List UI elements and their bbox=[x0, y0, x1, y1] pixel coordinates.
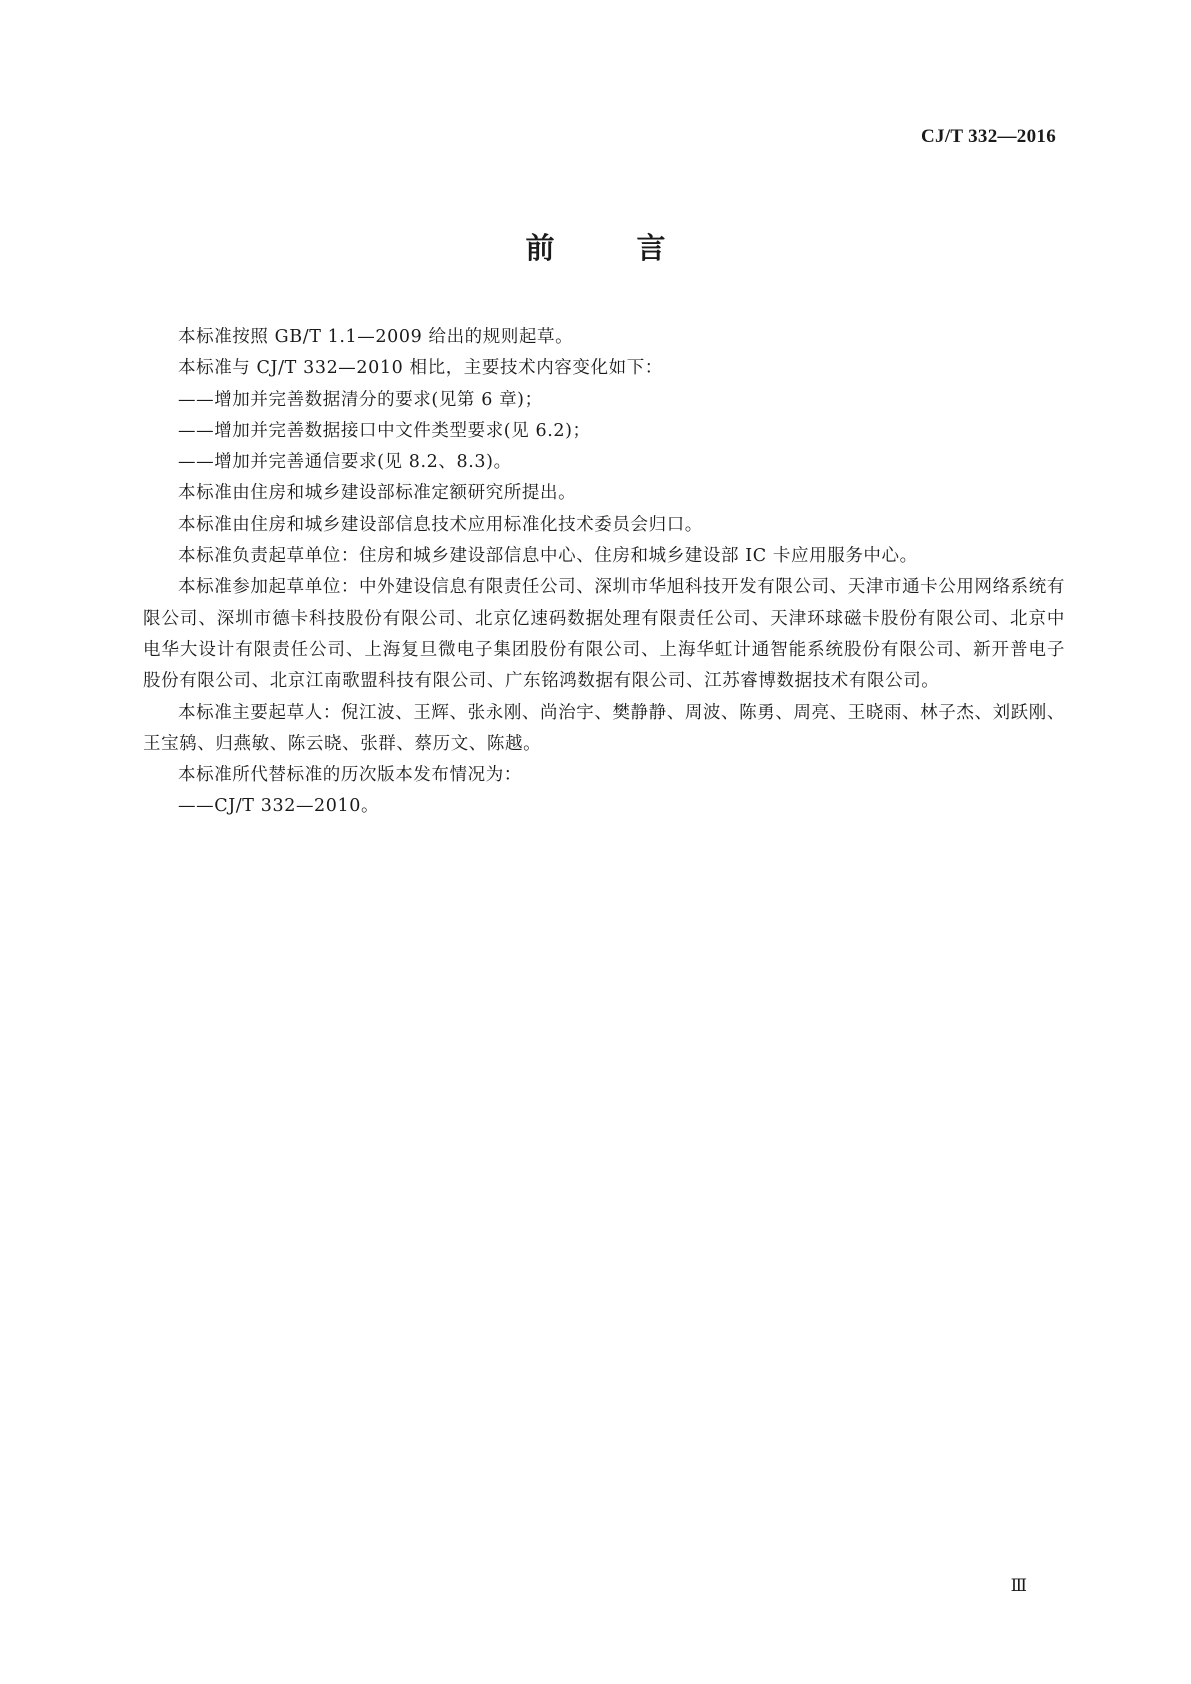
paragraph-drafting-rules: 本标准按照 GB/T 1.1—2009 给出的规则起草。 bbox=[178, 327, 574, 347]
paragraph-main-drafters: 本标准主要起草人：倪江波、王辉、张永刚、尚治宇、樊静静、周波、陈勇、周亮、王晓雨、林子杰、刘跃刚、王宝鸫、归燕敏、陈云晓、张群、蔡历文、陈越。 bbox=[143, 702, 1065, 754]
paragraph-participating-drafters: 本标准参加起草单位：中外建设信息有限责任公司、深圳市华旭科技开发有限公司、天津市通卡公用网络系统有限公司、深圳市德卡科技股份有限公司、北京亿速码数据处理有限责任公司、天津环球磁卡股份有限公司、北京中电华大设计有限责任公司、上海复旦微电子集团股份有限公司、上海华虹计通智能系统股份有限公司、新开普电子股份有限公司、北京江南歌盟科技有限公司、广东铭鸿数据有限公司、江苏睿博数据技术有限公司。 bbox=[143, 577, 1065, 692]
paragraph-committee: 本标准由住房和城乡建设部信息技术应用标准化技术委员会归口。 bbox=[178, 514, 703, 535]
paragraph-changes-intro: 本标准与 CJ/T 332—2010 相比，主要技术内容变化如下： bbox=[178, 358, 663, 379]
list-item: ——增加并完善数据清分的要求(见第 6 章)； bbox=[178, 389, 543, 410]
foreword-body bbox=[143, 322, 1065, 823]
list-item: ——CJ/T 332—2010。 bbox=[178, 796, 380, 817]
paragraph-proposer: 本标准由住房和城乡建设部标准定额研究所提出。 bbox=[178, 483, 577, 504]
list-item: ——增加并完善数据接口中文件类型要求(见 6.2)； bbox=[178, 420, 591, 441]
list-item: ——增加并完善通信要求(见 8.2、8.3)。 bbox=[178, 452, 512, 473]
page-title: 前 言 bbox=[525, 231, 702, 265]
page-number: Ⅲ bbox=[1010, 1576, 1027, 1595]
paragraph-lead-drafter: 本标准负责起草单位：住房和城乡建设部信息中心、住房和城乡建设部 IC 卡应用服务中心。 bbox=[178, 546, 918, 567]
standard-code: CJ/T 332—2016 bbox=[921, 126, 1056, 147]
paragraph-history-intro: 本标准所代替标准的历次版本发布情况为： bbox=[178, 765, 522, 786]
